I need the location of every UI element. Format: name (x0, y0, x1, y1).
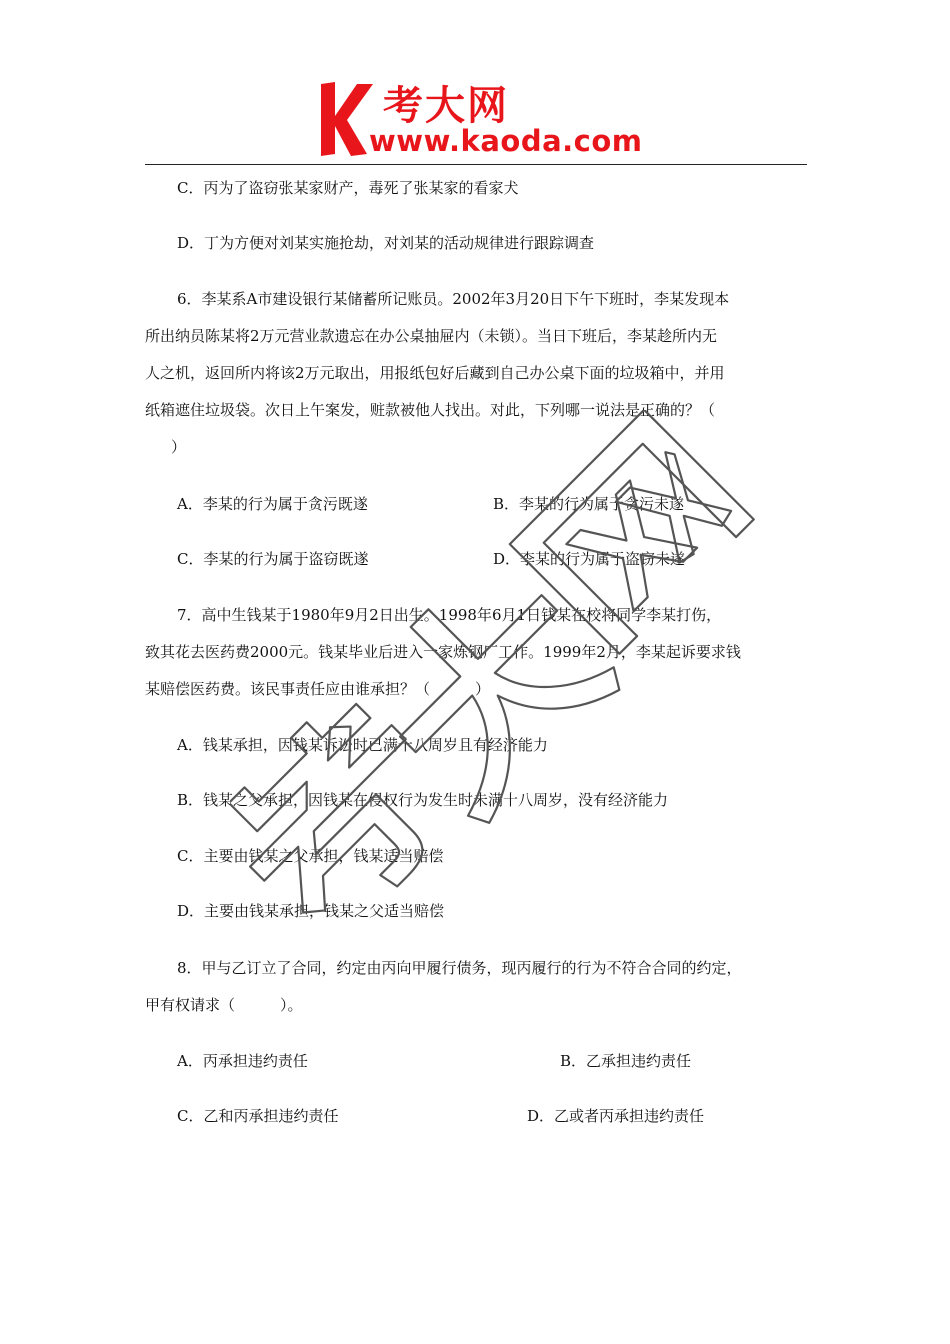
question-6-option-c: C．李某的行为属于盗窃既遂 (177, 550, 369, 568)
question-8-line-1: 8．甲与乙订立了合同，约定由丙向甲履行债务，现丙履行的行为不符合合同的约定， (177, 959, 742, 977)
question-8-option-b: B．乙承担违约责任 (560, 1052, 692, 1070)
question-7-option-a: A．钱某承担，因钱某诉讼时已满十八周岁且有经济能力 (177, 736, 548, 754)
kaoda-logo (317, 78, 647, 162)
logo-chinese-text: 考大网 (383, 83, 509, 129)
question-6-line-5: ） (171, 438, 187, 456)
question-6-line-1: 6．李某系A市建设银行某储蓄所记账员。2002年3月20日下午下班时，李某发现本 (177, 290, 730, 308)
question-6-line-4: 纸箱遮住垃圾袋。次日上午案发，赃款被他人找出。对此，下列哪一说法是正确的？（ (145, 401, 716, 419)
question-7-option-c: C．主要由钱某之父承担，钱某适当赔偿 (177, 847, 444, 865)
header-divider (145, 164, 807, 165)
question-8-option-a: A．丙承担违约责任 (177, 1052, 308, 1070)
option-c-prev: C．丙为了盗窃张某家财产，毒死了张某家的看家犬 (177, 179, 519, 197)
question-7-line-1: 7．高中生钱某于1980年9月2日出生。1998年6月1日钱某在校将同学李某打伤， (177, 606, 722, 624)
question-6-line-3: 人之机，返回所内将该2万元取出，用报纸包好后藏到自己办公桌下面的垃圾箱中，并用 (145, 364, 725, 382)
question-8-option-c: C．乙和丙承担违约责任 (177, 1107, 339, 1125)
page-header (145, 70, 807, 166)
question-7-option-d: D．主要由钱某承担，钱某之父适当赔偿 (177, 902, 445, 920)
question-7-option-b: B．钱某之父承担，因钱某在侵权行为发生时未满十八周岁，没有经济能力 (177, 791, 669, 809)
option-d-prev: D．丁为方便对刘某实施抢劫，对刘某的活动规律进行跟踪调查 (177, 234, 595, 252)
question-6-option-b: B．李某的行为属于贪污未遂 (493, 495, 685, 513)
question-6-line-2: 所出纳员陈某将2万元营业款遗忘在办公桌抽屉内（未锁）。当日下班后，李某趁所内无 (145, 327, 718, 345)
logo-url-text: www.kaoda.com (369, 124, 643, 158)
question-8-line-2: 甲有权请求（ ）。 (145, 996, 303, 1014)
question-7-line-3: 某赔偿医药费。该民事责任应由谁承担？（ ） (145, 680, 491, 698)
question-7-line-2: 致其花去医药费2000元。钱某毕业后进入一家炼钢厂工作。1999年2月，李某起诉要求钱 (145, 643, 741, 661)
question-6-option-d: D．李某的行为属于盗窃未遂 (493, 550, 686, 568)
question-6-option-a: A．李某的行为属于贪污既遂 (177, 495, 368, 513)
question-8-option-d: D．乙或者丙承担违约责任 (527, 1107, 705, 1125)
